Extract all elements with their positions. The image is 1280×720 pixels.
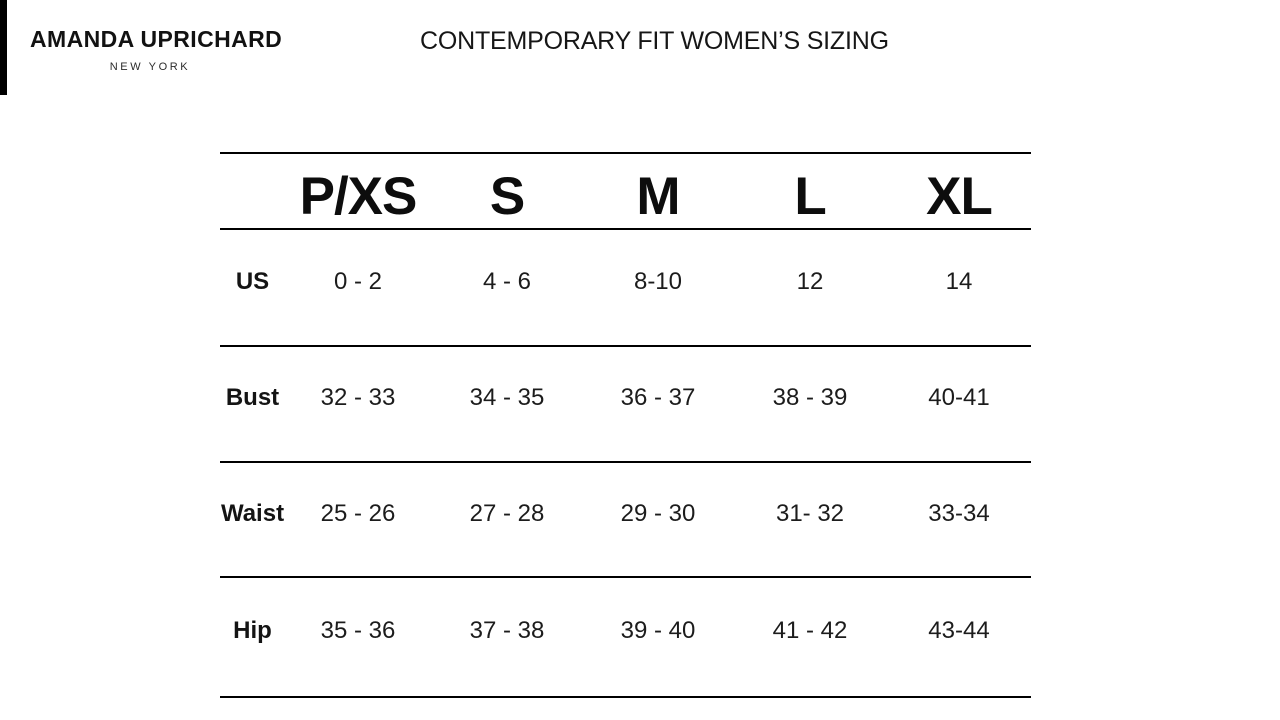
table-cell: 33-34 <box>928 499 990 527</box>
table-cell: 39 - 40 <box>620 617 696 644</box>
table-row-us <box>220 230 1031 347</box>
page-title: CONTEMPORARY FIT WOMEN’S SIZING <box>420 27 889 55</box>
table-cell: 29 - 30 <box>620 499 696 527</box>
table-cell: 8-10 <box>633 267 683 295</box>
table-cell: 12 <box>796 267 824 295</box>
table-cell: 41 - 42 <box>772 617 848 644</box>
brand-subtitle: NEW YORK <box>109 61 191 73</box>
table-row-waist <box>220 463 1031 578</box>
table-cell: 27 - 28 <box>469 499 545 527</box>
row-label: Bust <box>225 384 280 411</box>
table-cell: 31- 32 <box>775 499 845 527</box>
left-edge-artifact-bar <box>0 0 7 95</box>
table-cell: 34 - 35 <box>469 384 545 411</box>
size-column-m: M <box>636 166 680 226</box>
table-row-bust <box>220 347 1031 463</box>
header-corner-cell <box>220 154 285 228</box>
table-cell: 0 - 2 <box>333 267 383 295</box>
table-cell: 43-44 <box>928 617 990 644</box>
table-cell: 25 - 26 <box>320 499 396 527</box>
table-row-hip <box>220 578 1031 698</box>
size-header-row <box>220 152 1031 230</box>
row-label: Hip <box>233 617 272 644</box>
table-cell: 37 - 38 <box>469 617 545 644</box>
table-cell: 40-41 <box>928 384 990 411</box>
size-column-pxs: P/XS <box>299 166 417 226</box>
table-cell: 32 - 33 <box>320 384 396 411</box>
table-cell: 4 - 6 <box>482 267 532 295</box>
size-chart-table <box>220 152 1031 698</box>
size-column-l: L <box>794 166 826 226</box>
table-cell: 36 - 37 <box>620 384 696 411</box>
size-column-xl: XL <box>926 166 992 226</box>
size-column-s: S <box>489 166 525 226</box>
table-cell: 38 - 39 <box>772 384 848 411</box>
table-cell: 35 - 36 <box>320 617 396 644</box>
brand-name: AMANDA UPRICHARD <box>30 26 283 52</box>
brand-logo <box>30 26 283 73</box>
table-cell: 14 <box>945 267 973 295</box>
row-label: US <box>235 267 270 295</box>
row-label: Waist <box>220 499 285 527</box>
